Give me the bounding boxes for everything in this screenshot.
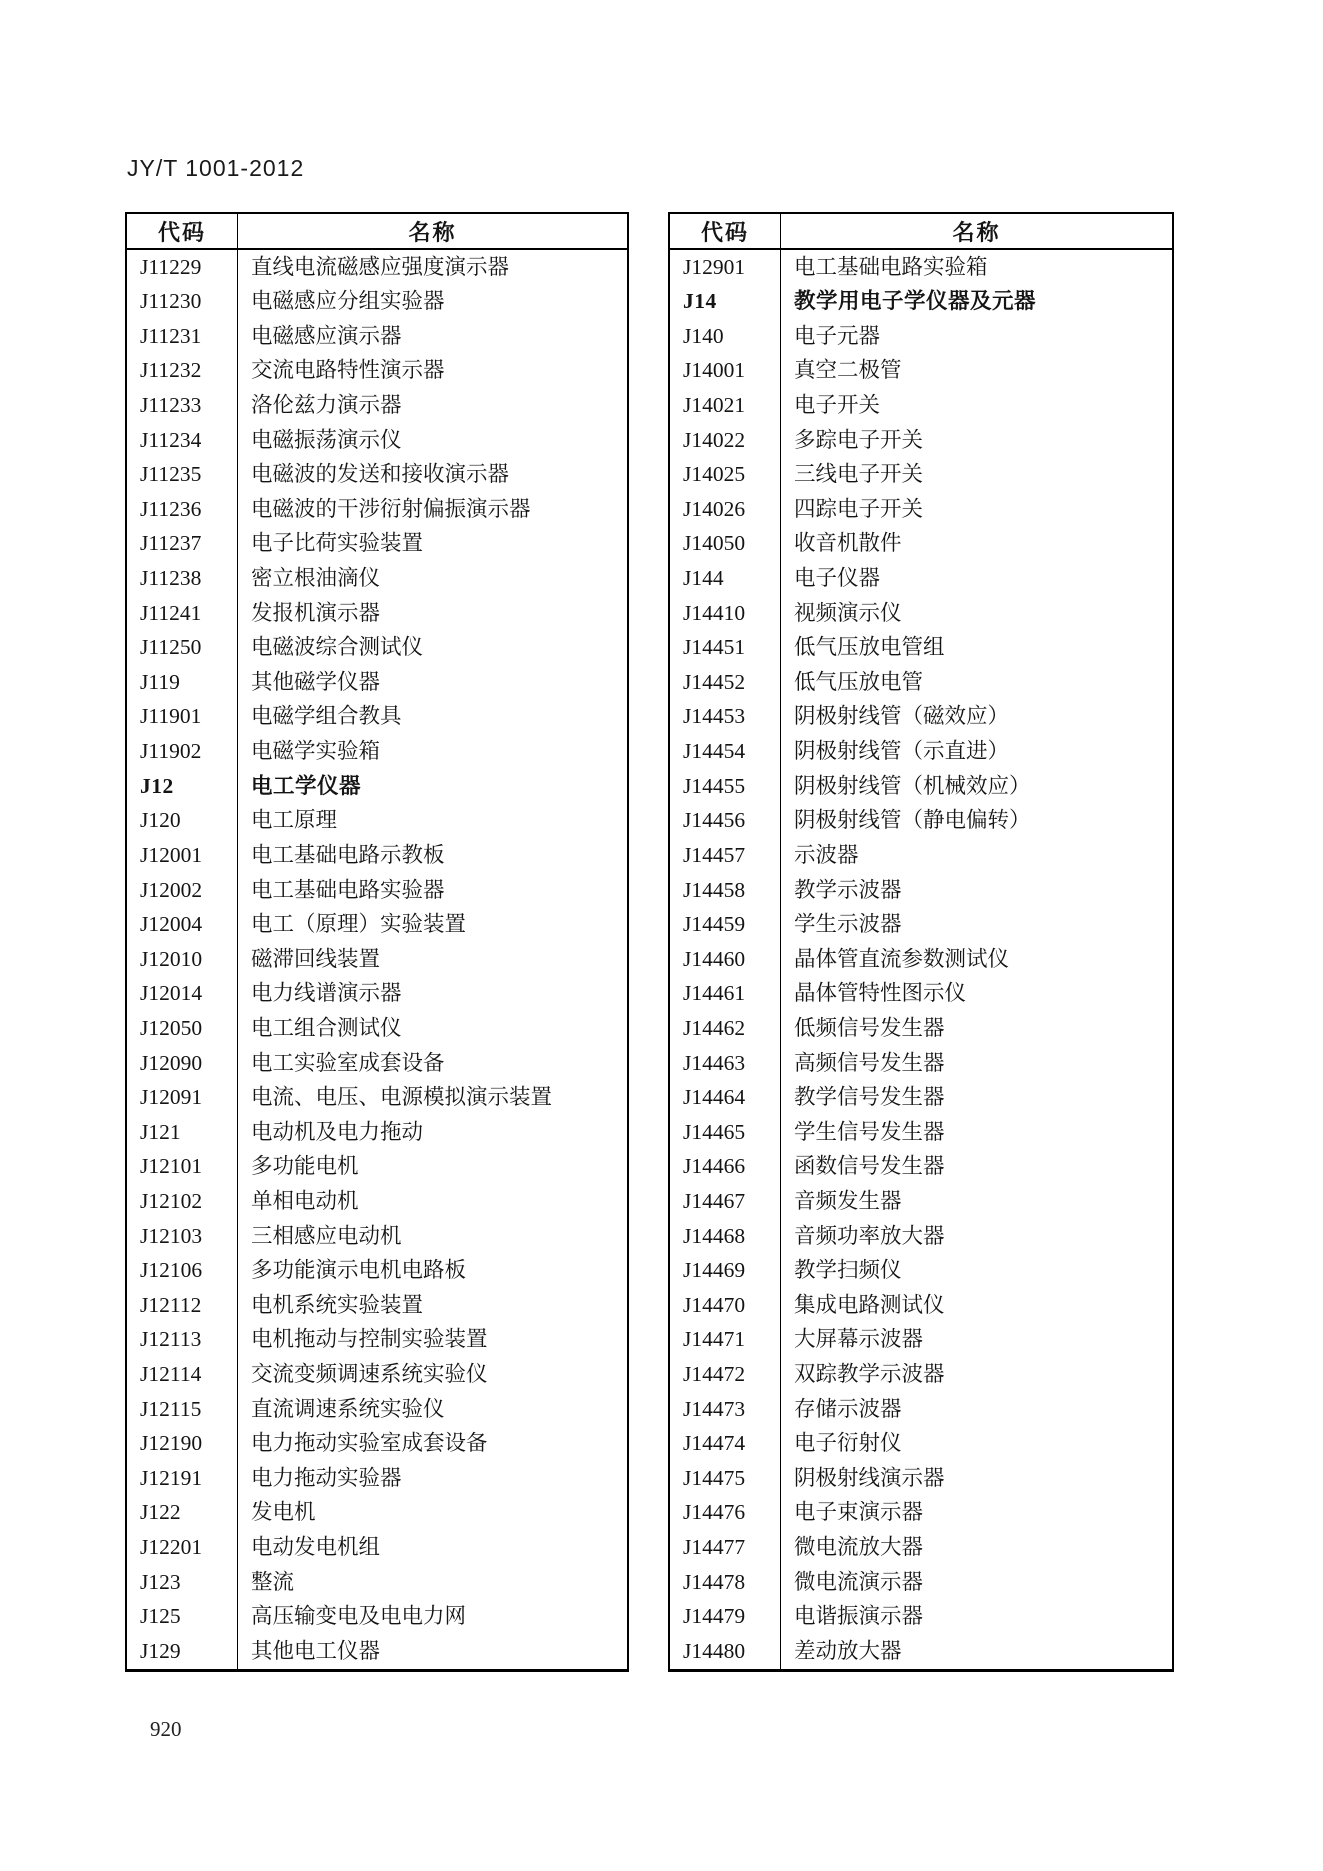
name-cell: 音频发生器	[794, 1189, 902, 1213]
code-cell: J12901	[670, 250, 781, 285]
code-cell: J12114	[127, 1358, 238, 1393]
table-row	[670, 942, 1172, 977]
name-cell: 双踪教学示波器	[794, 1362, 945, 1387]
name-cell: 电机拖动与控制实验装置	[251, 1327, 488, 1352]
name-cell: 电磁波的发送和接收演示器	[251, 462, 510, 487]
name-cell: 电磁波综合测试仪	[251, 635, 424, 660]
name-cell: 高频信号发生器	[794, 1050, 945, 1075]
table-row	[127, 1392, 627, 1427]
code-cell: J12091	[127, 1081, 238, 1116]
table-row	[670, 1496, 1172, 1531]
code-cell: J14026	[670, 492, 781, 527]
name-cell: 电流、电压、电源模拟演示装置	[251, 1085, 553, 1110]
table-row	[670, 665, 1172, 700]
name-cell: 电子开关	[794, 392, 881, 417]
code-cell: J14459	[670, 908, 781, 943]
name-cell: 阴极射线管（磁效应）	[794, 704, 1010, 729]
table-row	[670, 458, 1172, 493]
name-cell: 电磁感应分组实验器	[251, 289, 445, 314]
table-row	[670, 735, 1172, 770]
name-cell: 电子衍射仪	[794, 1431, 902, 1456]
name-cell: 低气压放电管	[794, 669, 924, 694]
name-cell: 电磁振荡演示仪	[251, 427, 402, 452]
table-row	[127, 458, 627, 493]
code-cell: J14050	[670, 527, 781, 562]
code-cell: J12106	[127, 1254, 238, 1289]
name-cell: 电子比荷实验装置	[251, 531, 424, 556]
table-row	[127, 354, 627, 389]
table-row	[670, 561, 1172, 596]
code-cell: J11231	[127, 319, 238, 354]
page-number: 920	[150, 1717, 182, 1741]
code-table-left	[125, 212, 629, 1672]
name-cell: 音频功率放大器	[794, 1223, 945, 1248]
name-cell: 其他电工仪器	[251, 1638, 381, 1663]
name-cell: 多踪电子开关	[794, 427, 924, 452]
name-cell: 交流变频调速系统实验仪	[251, 1362, 488, 1387]
table-row	[670, 423, 1172, 458]
table-row	[670, 250, 1172, 285]
name-cell: 密立根油滴仪	[251, 566, 381, 591]
table-row	[670, 977, 1172, 1012]
code-cell: J125	[127, 1600, 238, 1635]
name-cell: 函数信号发生器	[794, 1154, 945, 1179]
table-row	[127, 735, 627, 770]
code-cell: J123	[127, 1565, 238, 1600]
name-cell: 存储示波器	[794, 1396, 902, 1421]
table-row	[670, 700, 1172, 735]
column-header-code: 代码	[670, 214, 781, 248]
table-row	[127, 1427, 627, 1462]
table-row	[127, 1115, 627, 1150]
name-cell: 磁滞回线装置	[251, 946, 381, 971]
table-row	[127, 1046, 627, 1081]
table-row	[127, 1531, 627, 1566]
name-cell: 示波器	[794, 842, 859, 867]
table-row	[127, 700, 627, 735]
table-body	[127, 250, 627, 1669]
table-row	[127, 1184, 627, 1219]
code-cell: J11232	[127, 354, 238, 389]
name-cell: 真空二极管	[794, 358, 902, 383]
code-cell: J11241	[127, 596, 238, 631]
table-row	[127, 1288, 627, 1323]
code-cell: J12101	[127, 1150, 238, 1185]
code-cell: J12001	[127, 838, 238, 873]
code-cell: J14470	[670, 1288, 781, 1323]
table-header-row	[127, 214, 627, 250]
table-row	[670, 1046, 1172, 1081]
table-row	[127, 977, 627, 1012]
code-cell: J12050	[127, 1011, 238, 1046]
name-cell: 电磁波的干涉衍射偏振演示器	[251, 496, 531, 521]
code-cell: J129	[127, 1634, 238, 1669]
table-row	[670, 492, 1172, 527]
table-row	[127, 319, 627, 354]
code-cell: J14477	[670, 1531, 781, 1566]
table-row	[127, 804, 627, 839]
table-row	[670, 285, 1172, 320]
table-row	[670, 769, 1172, 804]
table-row	[127, 1081, 627, 1116]
code-cell: J12103	[127, 1219, 238, 1254]
code-cell: J14001	[670, 354, 781, 389]
name-cell: 电力拖动实验室成套设备	[251, 1431, 488, 1456]
table-row	[670, 1184, 1172, 1219]
code-cell: J14469	[670, 1254, 781, 1289]
table-row	[127, 631, 627, 666]
column-header-name: 名称	[408, 219, 457, 245]
table-row	[670, 631, 1172, 666]
table-row	[670, 873, 1172, 908]
code-cell: J14466	[670, 1150, 781, 1185]
code-cell: J14021	[670, 388, 781, 423]
table-row	[670, 1288, 1172, 1323]
code-cell: J12102	[127, 1184, 238, 1219]
table-row	[670, 1634, 1172, 1669]
code-cell: J14025	[670, 458, 781, 493]
table-row	[670, 1150, 1172, 1185]
table-header-row	[670, 214, 1172, 250]
column-header-code: 代码	[127, 214, 238, 248]
table-row	[127, 665, 627, 700]
table-row	[127, 388, 627, 423]
table-row	[670, 1392, 1172, 1427]
name-cell: 差动放大器	[794, 1638, 902, 1663]
code-cell: J122	[127, 1496, 238, 1531]
name-cell: 学生信号发生器	[794, 1119, 945, 1144]
name-cell: 直流调速系统实验仪	[251, 1396, 445, 1421]
code-cell: J144	[670, 561, 781, 596]
code-cell: J12002	[127, 873, 238, 908]
code-cell: J14467	[670, 1184, 781, 1219]
code-cell: J14456	[670, 804, 781, 839]
code-cell: J14410	[670, 596, 781, 631]
code-cell: J11250	[127, 631, 238, 666]
code-cell: J14475	[670, 1461, 781, 1496]
code-cell: J119	[127, 665, 238, 700]
code-cell: J12190	[127, 1427, 238, 1462]
table-row	[127, 1461, 627, 1496]
code-cell: J14022	[670, 423, 781, 458]
name-cell: 电工（原理）实验装置	[251, 912, 467, 937]
code-cell: J14472	[670, 1358, 781, 1393]
table-row	[670, 1219, 1172, 1254]
table-row	[670, 1323, 1172, 1358]
code-cell: J11229	[127, 250, 238, 285]
code-cell: J11234	[127, 423, 238, 458]
code-cell: J12112	[127, 1288, 238, 1323]
code-table-right	[668, 212, 1174, 1672]
name-cell: 发电机	[251, 1500, 316, 1525]
code-cell: J12090	[127, 1046, 238, 1081]
table-row	[670, 1531, 1172, 1566]
table-row	[127, 285, 627, 320]
table-row	[127, 1219, 627, 1254]
code-cell: J12014	[127, 977, 238, 1012]
table-row	[127, 561, 627, 596]
table-row	[670, 354, 1172, 389]
table-row	[127, 527, 627, 562]
table-row	[127, 1634, 627, 1669]
name-cell: 阴极射线演示器	[794, 1465, 945, 1490]
name-cell: 收音机散件	[794, 531, 902, 556]
table-row	[670, 319, 1172, 354]
code-cell: J12004	[127, 908, 238, 943]
code-cell: J14460	[670, 942, 781, 977]
name-cell: 阴极射线管（机械效应）	[794, 773, 1031, 798]
name-cell: 电动机及电力拖动	[251, 1119, 424, 1144]
code-cell: J11236	[127, 492, 238, 527]
table-row	[670, 1565, 1172, 1600]
name-cell: 直线电流磁感应强度演示器	[251, 254, 510, 279]
code-cell: J14451	[670, 631, 781, 666]
code-cell: J14479	[670, 1600, 781, 1635]
code-cell: J14473	[670, 1392, 781, 1427]
code-cell: J11237	[127, 527, 238, 562]
table-row	[127, 423, 627, 458]
code-cell: J14478	[670, 1565, 781, 1600]
name-cell: 微电流演示器	[794, 1569, 924, 1594]
document-number: JY/T 1001-2012	[127, 155, 305, 181]
name-cell: 大屏幕示波器	[794, 1327, 924, 1352]
name-cell: 单相电动机	[251, 1189, 359, 1213]
name-cell: 电力拖动实验器	[251, 1465, 402, 1490]
table-row	[670, 1427, 1172, 1462]
name-cell: 多功能演示电机电路板	[251, 1258, 467, 1283]
name-cell: 微电流放大器	[794, 1535, 924, 1560]
table-row	[127, 1150, 627, 1185]
name-cell: 电机系统实验装置	[251, 1292, 424, 1317]
table-row	[670, 388, 1172, 423]
code-cell: J120	[127, 804, 238, 839]
code-cell: J14455	[670, 769, 781, 804]
name-cell: 多功能电机	[251, 1154, 359, 1179]
name-cell: 电工实验室成套设备	[251, 1050, 445, 1075]
code-cell: J14457	[670, 838, 781, 873]
name-cell: 三线电子开关	[794, 462, 924, 487]
table-row	[127, 769, 627, 804]
table-row	[127, 1496, 627, 1531]
code-cell: J11233	[127, 388, 238, 423]
code-cell: J12010	[127, 942, 238, 977]
table-row	[127, 873, 627, 908]
code-cell: J14474	[670, 1427, 781, 1462]
code-cell: J14454	[670, 735, 781, 770]
name-cell: 交流电路特性演示器	[251, 358, 445, 383]
name-cell: 低频信号发生器	[794, 1015, 945, 1040]
name-cell: 电工基础电路实验箱	[794, 254, 988, 279]
table-row	[127, 492, 627, 527]
name-cell: 教学扫频仪	[794, 1258, 902, 1283]
code-cell: J11238	[127, 561, 238, 596]
name-cell: 电谐振演示器	[794, 1604, 924, 1629]
table-row	[670, 838, 1172, 873]
code-cell: J14461	[670, 977, 781, 1012]
name-cell: 电力线谱演示器	[251, 981, 402, 1006]
table-row	[127, 1323, 627, 1358]
table-row	[127, 250, 627, 285]
column-header-name: 名称	[952, 219, 1001, 245]
code-cell: J14476	[670, 1496, 781, 1531]
code-cell: J14462	[670, 1011, 781, 1046]
name-cell: 电工基础电路示教板	[251, 842, 445, 867]
table-row	[670, 1600, 1172, 1635]
table-row	[127, 1011, 627, 1046]
name-cell: 电动发电机组	[251, 1535, 381, 1560]
table-row	[670, 1081, 1172, 1116]
name-cell: 电工组合测试仪	[251, 1015, 402, 1040]
name-cell: 电子元器	[794, 323, 881, 348]
name-cell: 三相感应电动机	[251, 1223, 402, 1248]
name-cell: 晶体管直流参数测试仪	[794, 946, 1010, 971]
code-cell: J11901	[127, 700, 238, 735]
name-cell: 高压输变电及电电力网	[251, 1604, 467, 1629]
code-cell: J12115	[127, 1392, 238, 1427]
name-cell: 电工基础电路实验器	[251, 877, 445, 902]
table-row	[127, 596, 627, 631]
table-row	[127, 1358, 627, 1393]
name-cell: 集成电路测试仪	[794, 1292, 945, 1317]
code-cell: J14465	[670, 1115, 781, 1150]
code-cell: J12201	[127, 1531, 238, 1566]
name-cell: 洛伦兹力演示器	[251, 392, 402, 417]
table-body	[670, 250, 1172, 1669]
code-cell: J12191	[127, 1461, 238, 1496]
name-cell: 电磁学实验箱	[251, 739, 381, 764]
code-cell: J121	[127, 1115, 238, 1150]
code-cell: J14464	[670, 1081, 781, 1116]
name-cell: 晶体管特性图示仪	[794, 981, 967, 1006]
code-cell: J14458	[670, 873, 781, 908]
name-cell: 电磁感应演示器	[251, 323, 402, 348]
code-cell: J12	[127, 769, 238, 804]
code-cell: J14480	[670, 1634, 781, 1669]
table-row	[670, 804, 1172, 839]
name-cell: 阴极射线管（静电偏转）	[794, 808, 1031, 833]
name-cell: 电工学仪器	[251, 773, 362, 798]
name-cell: 学生示波器	[794, 912, 902, 937]
table-row	[127, 1600, 627, 1635]
code-cell: J14	[670, 285, 781, 320]
table-row	[670, 596, 1172, 631]
table-row	[670, 527, 1172, 562]
name-cell: 电磁学组合教具	[251, 704, 402, 729]
name-cell: 视频演示仪	[794, 600, 902, 625]
name-cell: 教学示波器	[794, 877, 902, 902]
table-row	[670, 1254, 1172, 1289]
name-cell: 教学用电子学仪器及元器	[794, 289, 1037, 314]
code-cell: J14463	[670, 1046, 781, 1081]
name-cell: 发报机演示器	[251, 600, 381, 625]
code-cell: J11902	[127, 735, 238, 770]
table-row	[670, 908, 1172, 943]
name-cell: 电子仪器	[794, 566, 881, 591]
code-cell: J14471	[670, 1323, 781, 1358]
code-cell: J14468	[670, 1219, 781, 1254]
table-row	[670, 1115, 1172, 1150]
code-cell: J14452	[670, 665, 781, 700]
name-cell: 低气压放电管组	[794, 635, 945, 660]
name-cell: 电工原理	[251, 808, 338, 833]
name-cell: 电子束演示器	[794, 1500, 924, 1525]
name-cell: 阴极射线管（示直进）	[794, 739, 1010, 764]
code-cell: J11230	[127, 285, 238, 320]
table-row	[127, 1565, 627, 1600]
code-cell: J14453	[670, 700, 781, 735]
table-row	[127, 908, 627, 943]
name-cell: 四踪电子开关	[794, 496, 924, 521]
name-cell: 教学信号发生器	[794, 1085, 945, 1110]
table-row	[127, 1254, 627, 1289]
table-row	[670, 1011, 1172, 1046]
table-row	[670, 1358, 1172, 1393]
name-cell: 整流	[251, 1569, 295, 1594]
table-row	[127, 942, 627, 977]
code-cell: J12113	[127, 1323, 238, 1358]
code-cell: J140	[670, 319, 781, 354]
name-cell: 其他磁学仪器	[251, 669, 381, 694]
code-cell: J11235	[127, 458, 238, 493]
table-row	[670, 1461, 1172, 1496]
table-row	[127, 838, 627, 873]
